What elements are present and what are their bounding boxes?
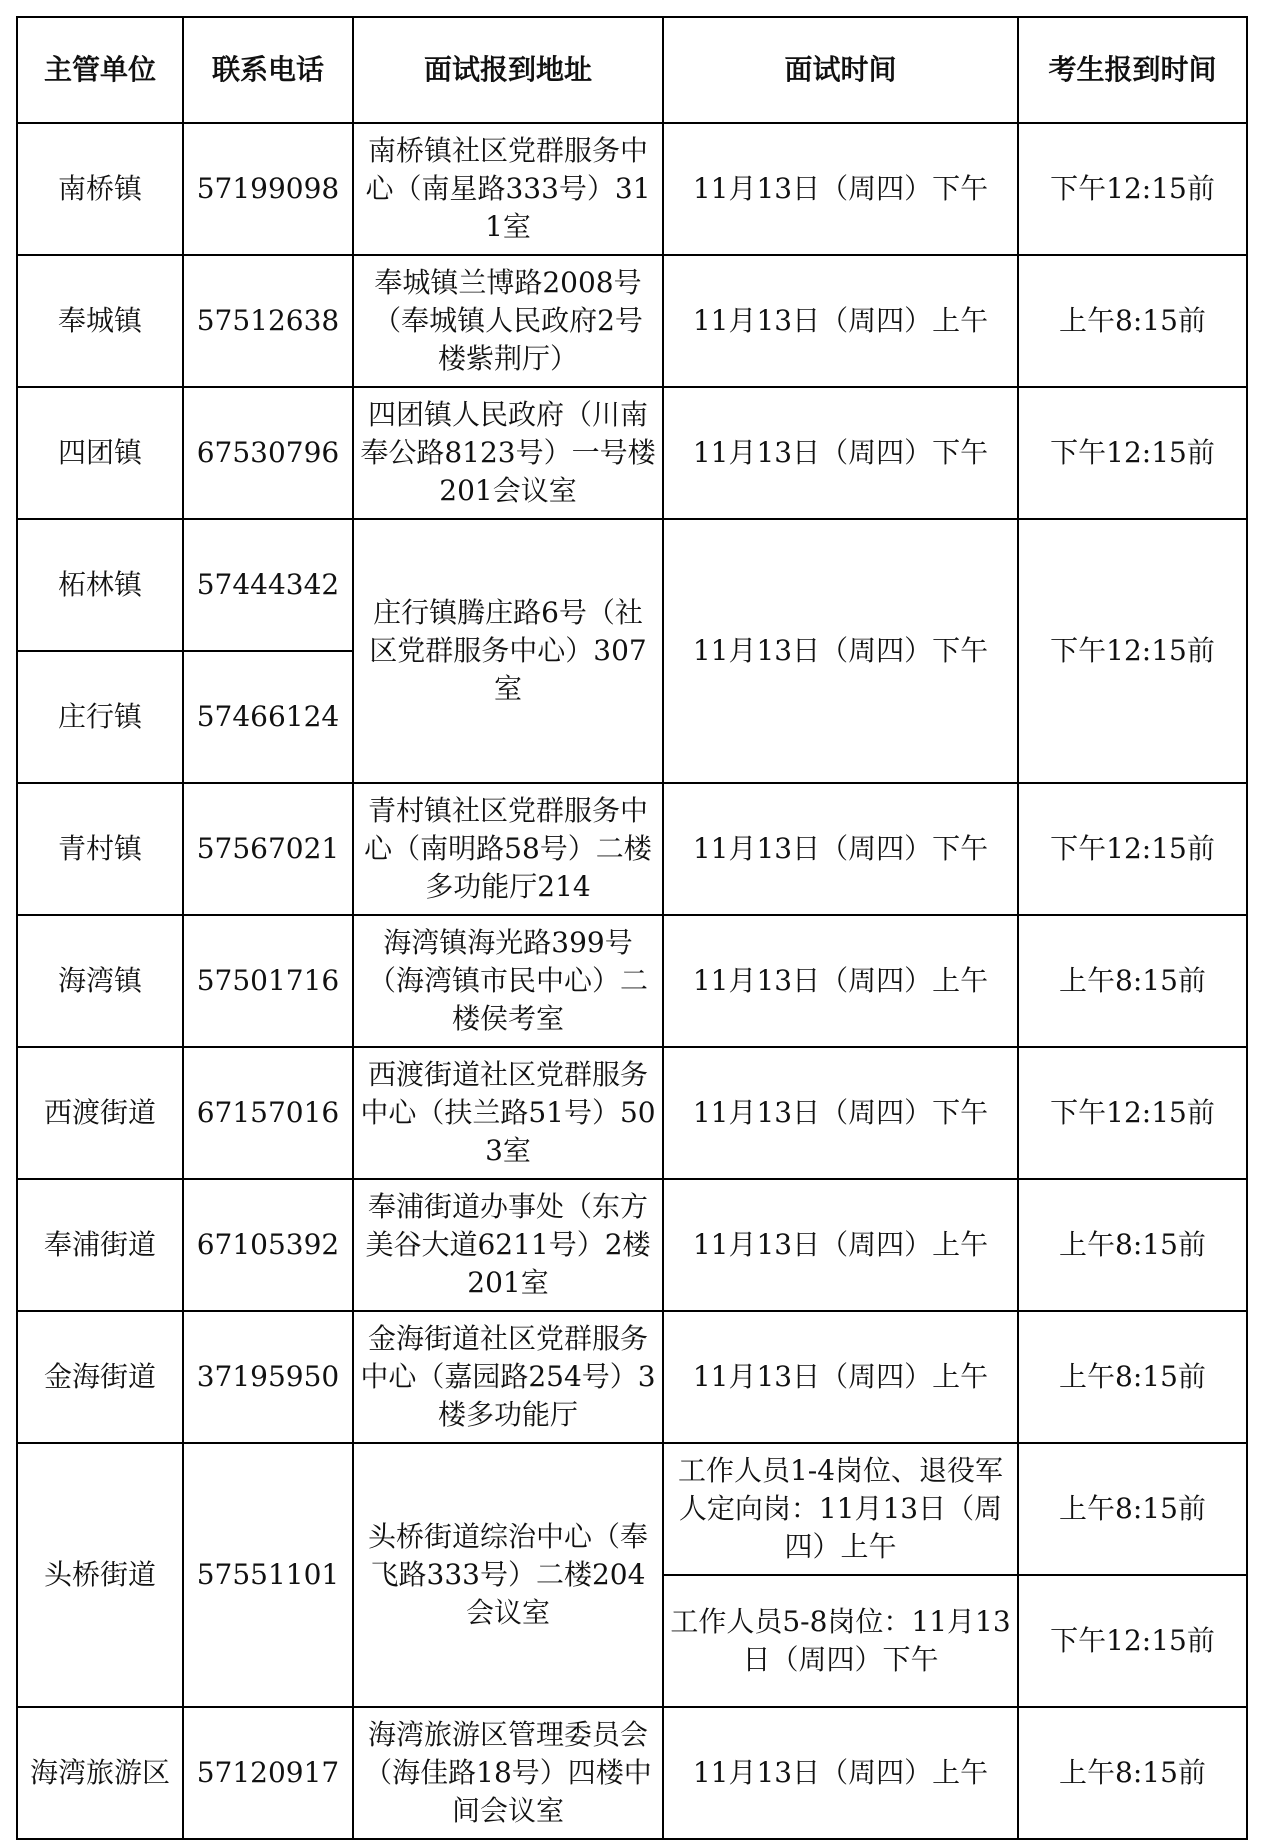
interview-time-cell: 11月13日（周四）上午 — [663, 255, 1018, 387]
address-cell: 四团镇人民政府（川南奉公路8123号）一号楼201会议室 — [353, 387, 663, 519]
address-cell: 青村镇社区党群服务中心（南明路58号）二楼多功能厅214 — [353, 783, 663, 915]
table-row — [17, 387, 1247, 519]
unit-cell: 南桥镇 — [17, 123, 183, 255]
report-time-cell: 上午8:15前 — [1018, 1707, 1247, 1839]
phone-cell: 57466124 — [183, 651, 353, 783]
report-time-cell: 下午12:15前 — [1018, 519, 1247, 783]
phone-cell: 37195950 — [183, 1311, 353, 1443]
table-row — [17, 1443, 1247, 1575]
phone-cell: 57567021 — [183, 783, 353, 915]
interview-time-cell: 11月13日（周四）上午 — [663, 1179, 1018, 1311]
phone-cell: 57512638 — [183, 255, 353, 387]
phone-cell: 57199098 — [183, 123, 353, 255]
header-row — [17, 17, 1247, 123]
report-time-cell: 下午12:15前 — [1018, 1047, 1247, 1179]
interview-time-cell: 11月13日（周四）下午 — [663, 783, 1018, 915]
table-row — [17, 123, 1247, 255]
report-time-cell: 下午12:15前 — [1018, 783, 1247, 915]
table-row — [17, 1311, 1247, 1443]
report-time-cell: 下午12:15前 — [1018, 1575, 1247, 1707]
header-phone: 联系电话 — [183, 17, 353, 123]
address-cell: 金海街道社区党群服务中心（嘉园路254号）3楼多功能厅 — [353, 1311, 663, 1443]
unit-cell: 金海街道 — [17, 1311, 183, 1443]
report-time-cell: 上午8:15前 — [1018, 255, 1247, 387]
table-row — [17, 519, 1247, 651]
unit-cell: 奉浦街道 — [17, 1179, 183, 1311]
interview-time-cell: 11月13日（周四）上午 — [663, 1311, 1018, 1443]
table-row — [17, 1047, 1247, 1179]
interview-time-cell: 11月13日（周四）上午 — [663, 915, 1018, 1047]
report-time-cell: 下午12:15前 — [1018, 387, 1247, 519]
header-report-time: 考生报到时间 — [1018, 17, 1247, 123]
address-cell: 海湾旅游区管理委员会（海佳路18号）四楼中间会议室 — [353, 1707, 663, 1839]
report-time-cell: 上午8:15前 — [1018, 1311, 1247, 1443]
phone-cell: 67157016 — [183, 1047, 353, 1179]
table-row — [17, 255, 1247, 387]
header-address: 面试报到地址 — [353, 17, 663, 123]
unit-cell: 西渡街道 — [17, 1047, 183, 1179]
phone-cell: 57551101 — [183, 1443, 353, 1707]
interview-time-cell: 工作人员5-8岗位：11月13日（周四）下午 — [663, 1575, 1018, 1707]
address-cell: 西渡街道社区党群服务中心（扶兰路51号）503室 — [353, 1047, 663, 1179]
header-unit: 主管单位 — [17, 17, 183, 123]
address-cell: 海湾镇海光路399号（海湾镇市民中心）二楼侯考室 — [353, 915, 663, 1047]
unit-cell: 海湾旅游区 — [17, 1707, 183, 1839]
interview-time-cell: 11月13日（周四）下午 — [663, 123, 1018, 255]
unit-cell: 庄行镇 — [17, 651, 183, 783]
phone-cell: 57120917 — [183, 1707, 353, 1839]
unit-cell: 奉城镇 — [17, 255, 183, 387]
unit-cell: 头桥街道 — [17, 1443, 183, 1707]
interview-time-cell: 11月13日（周四）下午 — [663, 387, 1018, 519]
header-interview-time: 面试时间 — [663, 17, 1018, 123]
table-row — [17, 1707, 1247, 1839]
interview-time-cell: 11月13日（周四）下午 — [663, 519, 1018, 783]
unit-cell: 青村镇 — [17, 783, 183, 915]
interview-schedule-table — [16, 16, 1248, 1840]
report-time-cell: 上午8:15前 — [1018, 1179, 1247, 1311]
address-cell: 奉城镇兰博路2008号（奉城镇人民政府2号楼紫荆厅） — [353, 255, 663, 387]
phone-cell: 57501716 — [183, 915, 353, 1047]
table-row — [17, 1179, 1247, 1311]
table-row — [17, 783, 1247, 915]
unit-cell: 海湾镇 — [17, 915, 183, 1047]
table-row — [17, 915, 1247, 1047]
report-time-cell: 上午8:15前 — [1018, 1443, 1247, 1575]
unit-cell: 柘林镇 — [17, 519, 183, 651]
report-time-cell: 上午8:15前 — [1018, 915, 1247, 1047]
phone-cell: 67530796 — [183, 387, 353, 519]
interview-time-cell: 11月13日（周四）上午 — [663, 1707, 1018, 1839]
phone-cell: 67105392 — [183, 1179, 353, 1311]
report-time-cell: 下午12:15前 — [1018, 123, 1247, 255]
phone-cell: 57444342 — [183, 519, 353, 651]
interview-time-cell: 工作人员1-4岗位、退役军人定向岗：11月13日（周四）上午 — [663, 1443, 1018, 1575]
interview-time-cell: 11月13日（周四）下午 — [663, 1047, 1018, 1179]
address-cell: 南桥镇社区党群服务中心（南星路333号）311室 — [353, 123, 663, 255]
address-cell: 头桥街道综治中心（奉飞路333号）二楼204会议室 — [353, 1443, 663, 1707]
address-cell: 庄行镇腾庄路6号（社区党群服务中心）307室 — [353, 519, 663, 783]
address-cell: 奉浦街道办事处（东方美谷大道6211号）2楼201室 — [353, 1179, 663, 1311]
unit-cell: 四团镇 — [17, 387, 183, 519]
